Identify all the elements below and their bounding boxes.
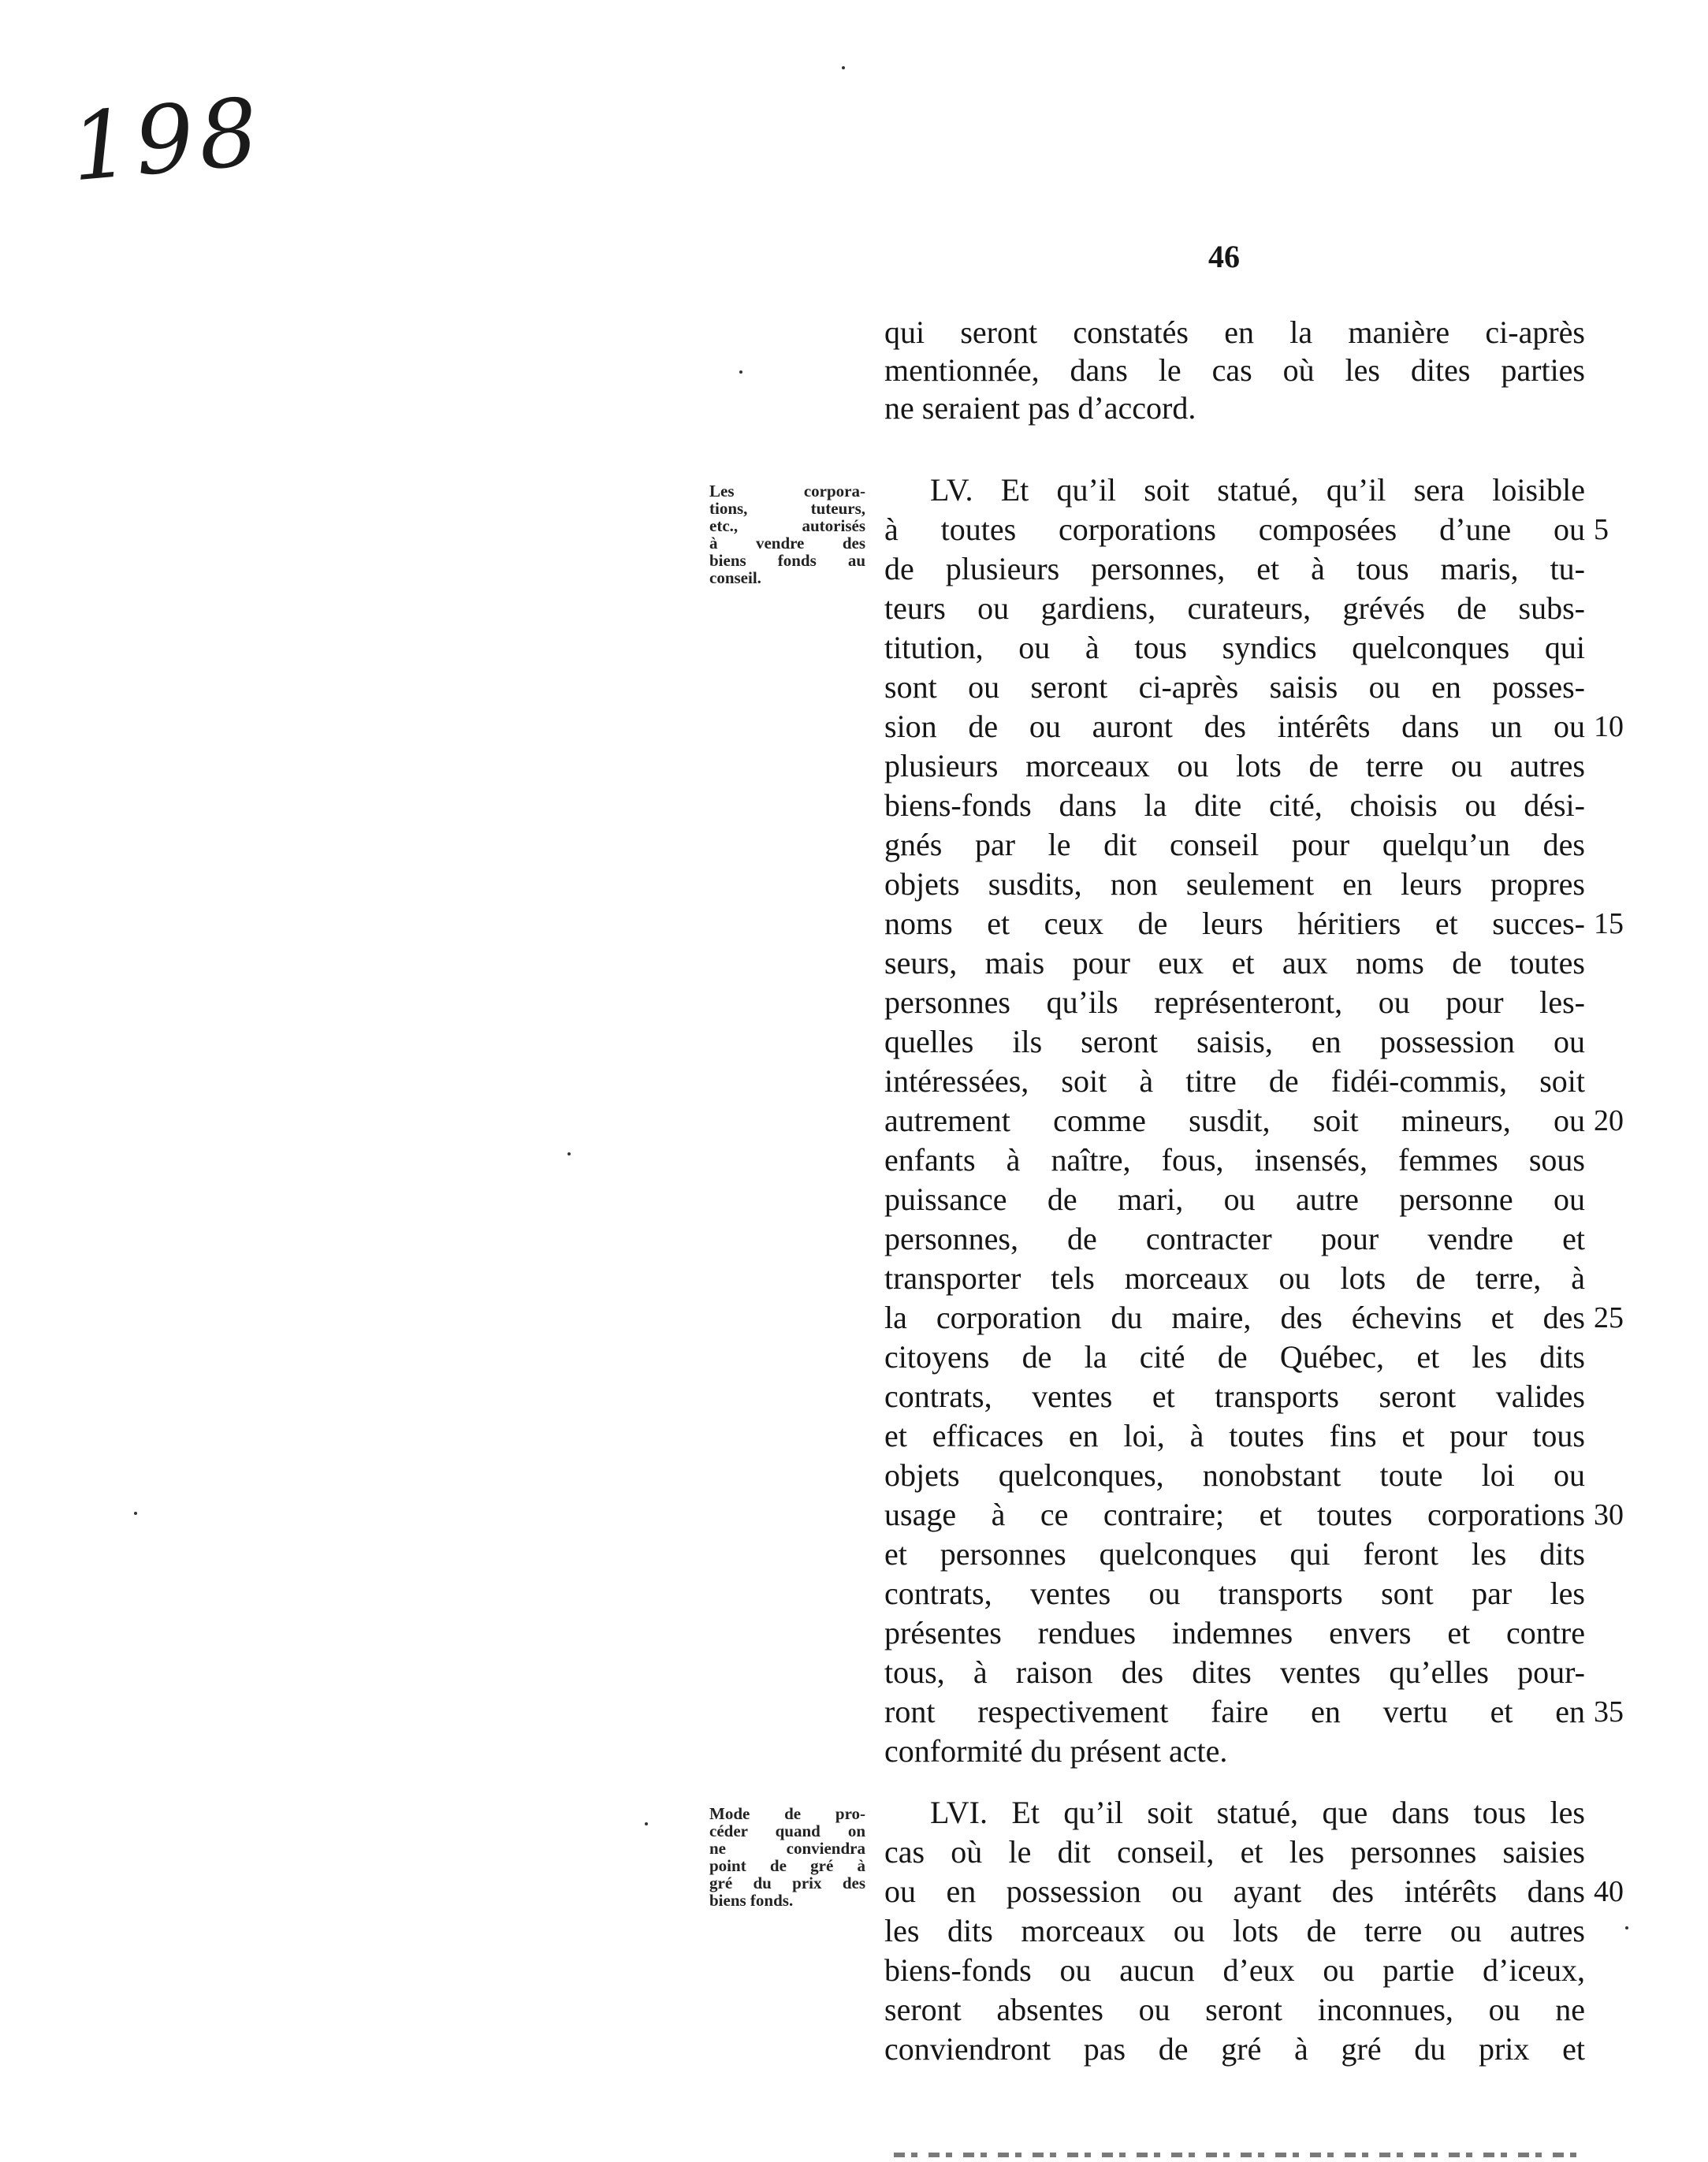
- line-number: 40: [1594, 1875, 1624, 1908]
- scan-speck: [645, 1822, 648, 1825]
- margin-note-line: Les corpora-: [709, 482, 865, 500]
- body-line: intéressées, soit à titre de fidéi-commis, soit: [884, 1063, 1585, 1099]
- line-number: 5: [1594, 513, 1609, 546]
- line-number: 25: [1594, 1301, 1624, 1334]
- body-line: cas où le dit conseil, et les personnes saisies: [884, 1834, 1585, 1870]
- body-line: conformité du présent acte.: [884, 1733, 1228, 1769]
- body-line: qui seront constatés en la manière ci-après: [884, 314, 1585, 350]
- body-line: seurs, mais pour eux et aux noms de toutes: [884, 945, 1585, 981]
- body-line: puissance de mari, ou autre personne ou: [884, 1181, 1585, 1217]
- cut-off-text-line: [894, 2148, 1587, 2159]
- margin-note-line: conseil.: [709, 568, 761, 587]
- body-line: à toutes corporations composées d’une ou: [884, 512, 1585, 547]
- body-line: et efficaces en loi, à toutes fins et pour tous: [884, 1418, 1585, 1453]
- margin-note-procedure: [709, 1805, 865, 1909]
- scan-speck: [1625, 1926, 1628, 1929]
- body-line: quelles ils seront saisis, en possession ou: [884, 1024, 1585, 1059]
- margin-note-line: biens fonds.: [709, 1891, 794, 1910]
- body-line: sion de ou auront des intérêts dans un ou: [884, 709, 1585, 744]
- body-line: biens-fonds ou aucun d’eux ou partie d’iceux,: [884, 1952, 1585, 1988]
- handwritten-folio-number: 198: [66, 76, 267, 203]
- body-line: mentionnée, dans le cas où les dites parties: [884, 352, 1585, 388]
- margin-note-line: point de gré à: [709, 1856, 865, 1875]
- body-line: les dits morceaux ou lots de terre ou autres: [884, 1913, 1585, 1948]
- margin-note-line: à vendre des: [709, 534, 865, 553]
- scan-speck: [739, 370, 742, 374]
- page-number: 46: [1208, 239, 1240, 274]
- margin-note-line: tions, tuteurs,: [709, 499, 865, 518]
- body-line: objets quelconques, nonobstant toute loi ou: [884, 1457, 1585, 1493]
- line-number: 10: [1594, 710, 1624, 743]
- margin-note-line: etc., autorisés: [709, 516, 865, 535]
- body-line: transporter tels morceaux ou lots de terre, à: [884, 1260, 1585, 1296]
- margin-note-corporations: [709, 482, 865, 586]
- body-line: présentes rendues indemnes envers et contre: [884, 1615, 1585, 1650]
- body-line: sont ou seront ci-après saisis ou en posses-: [884, 669, 1585, 705]
- body-line: ne seraient pas d’accord.: [884, 390, 1196, 426]
- body-line: plusieurs morceaux ou lots de terre ou autres: [884, 748, 1585, 783]
- body-line: citoyens de la cité de Québec, et les dits: [884, 1339, 1585, 1375]
- section-lvi-heading-line: LVI. Et qu’il soit statué, que dans tous les: [930, 1795, 1585, 1830]
- scan-speck: [842, 66, 845, 69]
- margin-note-line: biens fonds au: [709, 551, 865, 570]
- section-lv-heading-line: LV. Et qu’il soit statué, qu’il sera loisible: [930, 472, 1585, 508]
- margin-note-line: Mode de pro-: [709, 1804, 865, 1823]
- body-line: la corporation du maire, des échevins et des: [884, 1300, 1585, 1335]
- line-number: 15: [1594, 907, 1624, 940]
- body-line: usage à ce contraire; et toutes corporations: [884, 1497, 1585, 1532]
- body-line: autrement comme susdit, soit mineurs, ou: [884, 1103, 1585, 1138]
- body-line: contrats, ventes et transports seront valides: [884, 1379, 1585, 1414]
- body-line: seront absentes ou seront inconnues, ou ne: [884, 1992, 1585, 2027]
- body-line: et personnes quelconques qui feront les dits: [884, 1536, 1585, 1572]
- body-line: contrats, ventes ou transports sont par les: [884, 1576, 1585, 1611]
- body-line: gnés par le dit conseil pour quelqu’un des: [884, 827, 1585, 862]
- body-line: personnes qu’ils représenteront, ou pour les-: [884, 984, 1585, 1020]
- line-number: 30: [1594, 1498, 1624, 1531]
- body-line: personnes, de contracter pour vendre et: [884, 1221, 1585, 1256]
- body-line: ou en possession ou ayant des intérêts dans: [884, 1874, 1585, 1909]
- margin-note-line: gré du prix des: [709, 1874, 865, 1892]
- body-line: objets susdits, non seulement en leurs propres: [884, 866, 1585, 902]
- body-line: teurs ou gardiens, curateurs, grévés de subs-: [884, 590, 1585, 626]
- body-line: enfants à naître, fous, insensés, femmes sous: [884, 1142, 1585, 1178]
- body-line: ront respectivement faire en vertu et en: [884, 1694, 1585, 1729]
- body-line: titution, ou à tous syndics quelconques qui: [884, 630, 1585, 665]
- body-line: conviendront pas de gré à gré du prix et: [884, 2031, 1585, 2067]
- scan-speck: [567, 1152, 571, 1155]
- body-line: biens-fonds dans la dite cité, choisis ou dési-: [884, 787, 1585, 823]
- body-line: de plusieurs personnes, et à tous maris, tu-: [884, 551, 1585, 586]
- margin-note-line: céder quand on: [709, 1822, 865, 1840]
- body-line: tous, à raison des dites ventes qu’elles pour-: [884, 1654, 1585, 1690]
- body-line: noms et ceux de leurs héritiers et succes-: [884, 906, 1585, 941]
- line-number: 20: [1594, 1104, 1624, 1137]
- line-number: 35: [1594, 1695, 1624, 1728]
- margin-note-line: ne conviendra: [709, 1839, 865, 1858]
- scan-speck: [134, 1512, 137, 1515]
